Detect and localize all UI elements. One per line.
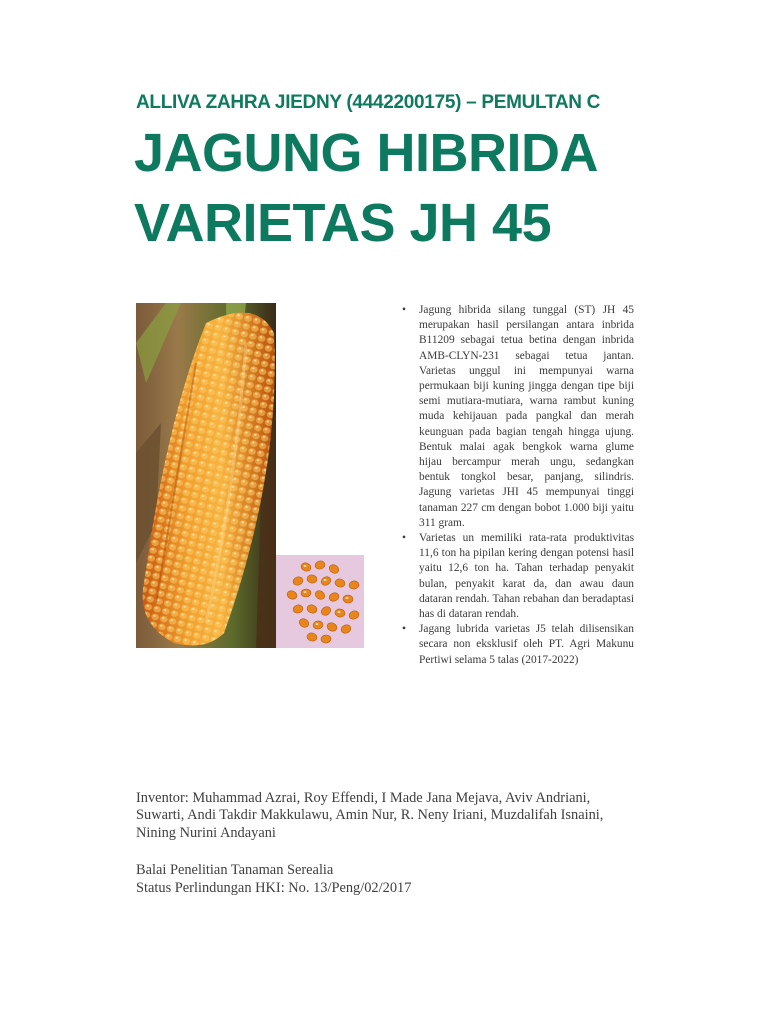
bullet-icon: • (402, 532, 406, 545)
corn-cob-photo (136, 303, 276, 648)
title-line-2: VARIETAS JH 45 (134, 193, 552, 253)
description-text: Varietas un memiliki rata-rata produktivitas 11,6 ton ha pipilan kering dengan potensi hasil yaitu 12,6 ton ha. Tahan terhadap penyakit bulan, penyakit karat da, dan awau daun dataran rendah. Tahan rebahan dan beradaptasi has di dataran rendah. (419, 532, 634, 621)
description-list (400, 303, 634, 668)
inventor-list: Inventor: Muhammad Azrai, Roy Effendi, I Made Jana Mejava, Aviv Andriani, Suwarti, Andi Takdir Makkulawu, Amin Nur, R. Neny Iriani, Muzdalifah Isnaini, Nining Nurini Andayani (136, 790, 604, 841)
footer-info (136, 862, 411, 897)
description-bullet (400, 303, 634, 531)
description-bullet (400, 531, 634, 622)
author-line: ALLIVA ZAHRA JIEDNY (4442200175) – PEMULTAN C (136, 92, 601, 113)
corn-kernels-photo (276, 555, 364, 648)
description-text: Jagang lubrida varietas J5 telah dilisensikan secara non eksklusif oleh PT. Agri Makunu Pertiwi selama 5 talas (2017-2022) (419, 623, 634, 666)
institution-name: Balai Penelitian Tanaman Serealia (136, 862, 334, 878)
bullet-icon: • (402, 623, 406, 636)
bullet-icon: • (402, 304, 406, 316)
protection-status: Status Perlindungan HKI: No. 13/Peng/02/2017 (136, 879, 412, 896)
description-bullet (400, 622, 634, 668)
description-text: Jagung hibrida silang tunggal (ST) JH 45 merupakan hasil persilangan antara inbrida B11209 sebagai tetua betina dengan inbrida AMB-CLYN-231 sebagai tetua jantan. Varietas unggul ini mempunyai warna permukaan biji kuning jingga dengan tipe biji semi mutiara-mutiara, warna rambut kuning muda kehijauan pada pangkal dan merah keunguan pada bagian tengah hingga ujung. Bentuk malai agak bengkok warna glume hijau bercampur merah ungu, sedangkan bentuk tongkol besar, panjang, silindris. Jagung varietas JHI 45 mempunyai tinggi tanaman 227 cm dengan bobot 1.000 biji yaitu 311 gram. (419, 304, 634, 529)
page-title (134, 118, 694, 258)
title-line-1: JAGUNG HIBRIDA (134, 123, 599, 183)
